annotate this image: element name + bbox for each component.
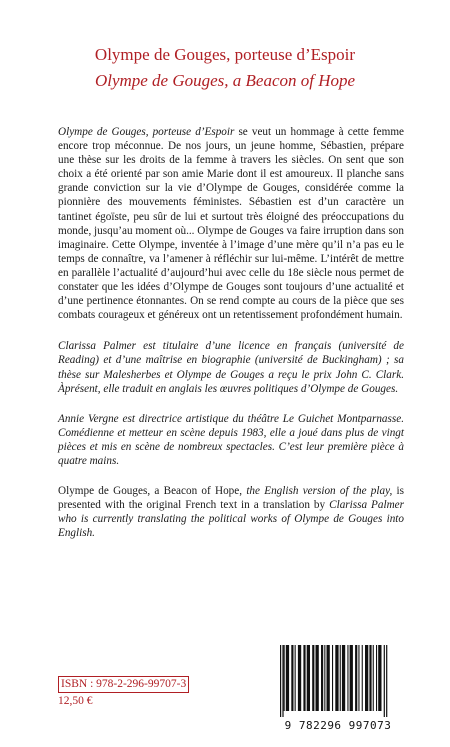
note-part3: is presented with the original French text in a translation by <box>58 485 404 512</box>
note-part2: the English version of the play, <box>242 485 393 498</box>
barcode <box>272 645 404 739</box>
director-bio: Annie Vergne est directrice artistique du théâtre Le Guichet Montparnasse. Comédienne et metteur en scène depuis 1983, elle a joué dans plus de vingt pièces et mis en scène de nombreux spectacles. C’est leur première pièce à quatre mains. <box>58 412 404 467</box>
english-edition-note <box>58 484 404 540</box>
translator-bio: Clarissa Palmer est titulaire d’une licence en français (université de Reading) et d’une maîtrise en biographie (université de Buckingham) ; sa thèse sur Malesherbes et Olympe de Gouges a reçu le prix John C. Clark. Àprésent, elle traduit en anglais les œuvres politiques d’Olympe de Gouges. <box>58 340 404 395</box>
french-title: Olympe de Gouges, porteuse d’Espoir <box>94 45 356 64</box>
note-part1: Olympe de Gouges, a Beacon of Hope, <box>58 485 243 498</box>
note-part4: Clarissa Palmer who is currently translating the political works of Olympe de Gouges into English. <box>58 499 404 540</box>
barcode-bars <box>272 645 404 717</box>
isbn-price-block <box>58 676 189 709</box>
synopsis-paragraph <box>58 125 404 322</box>
back-cover-text <box>58 125 404 540</box>
synopsis-text: se veut un hommage à cette femme encore trop méconnue. De nos jours, un jeune homme, Sébastien, prépare une thèse sur les droits de la femme à travers les siècles. On sent que son choix a été orienté par son amie Marie dont il est amoureux. Il planche sans grande conviction sur la vie d’Olympe de Gouges, considérée comme la pionnière des mouvements féministes. Sébastien est d’un caractère un tantinet égoïste, peu sûr de lui et surtout très éloigné des préoccupations du monde, jusqu’au moment où... Olympe de Gouges va faire irruption dans son imaginaire. Cette Olympe, inventée à l’image d’une mère qu’il n’a pas eu le temps de connaître, va l’amener à réfléchir sur lui-même. L’intérêt de mettre en parallèle l’actualité d’aujourd’hui avec celle du 18e siècle nous permet de constater que les idées d’Olympe de Gouges sont toujours d’une actualité et d’une pertinence étonnantes. On se rend compte au cours de la pièce que ses combats courageux et généreux ont un retentissement profondément humain. <box>58 126 404 322</box>
synopsis-lead-title: Olympe de Gouges, porteuse d’Espoir <box>58 126 235 138</box>
english-title: Olympe de Gouges, a Beacon of Hope <box>94 71 356 90</box>
isbn-label: ISBN : 978-2-296-99707-3 <box>58 676 189 693</box>
price-label: 12,50 € <box>58 695 93 707</box>
barcode-number: 9 782296 997073 <box>284 719 392 732</box>
titles <box>0 44 450 92</box>
